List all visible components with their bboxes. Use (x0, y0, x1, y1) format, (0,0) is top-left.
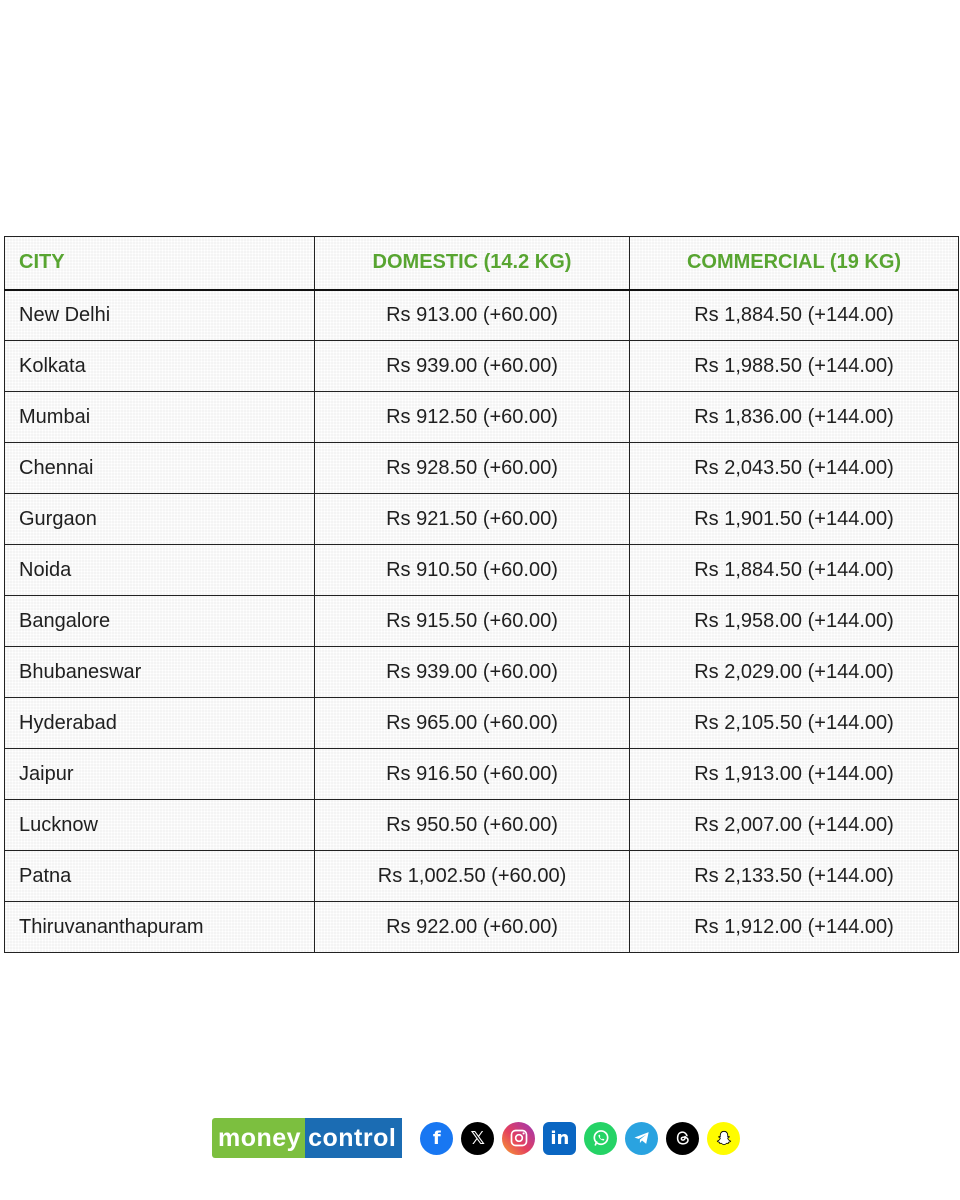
domestic-price-cell: Rs 922.00 (+60.00) (315, 902, 630, 953)
commercial-price-cell: Rs 2,105.50 (+144.00) (630, 698, 959, 749)
city-cell: New Delhi (5, 290, 315, 341)
city-cell: Hyderabad (5, 698, 315, 749)
table-row (5, 749, 959, 800)
city-cell: Bangalore (5, 596, 315, 647)
linkedin-icon[interactable]: in (543, 1122, 576, 1155)
lpg-price-table (4, 236, 959, 953)
domestic-price-cell: Rs 913.00 (+60.00) (315, 290, 630, 341)
commercial-price-cell: Rs 1,988.50 (+144.00) (630, 341, 959, 392)
footer (212, 1118, 740, 1158)
city-cell: Mumbai (5, 392, 315, 443)
commercial-price-cell: Rs 1,884.50 (+144.00) (630, 290, 959, 341)
domestic-price-cell: Rs 910.50 (+60.00) (315, 545, 630, 596)
table-body (5, 290, 959, 953)
column-header-domestic: DOMESTIC (14.2 KG) (315, 237, 630, 290)
domestic-price-cell: Rs 915.50 (+60.00) (315, 596, 630, 647)
table-header-row (5, 237, 959, 290)
whatsapp-icon[interactable] (584, 1122, 617, 1155)
facebook-icon[interactable]: f (420, 1122, 453, 1155)
x-icon[interactable]: 𝕏 (461, 1122, 494, 1155)
snapchat-icon[interactable] (707, 1122, 740, 1155)
table-row (5, 341, 959, 392)
city-cell: Thiruvananthapuram (5, 902, 315, 953)
domestic-price-cell: Rs 950.50 (+60.00) (315, 800, 630, 851)
column-header-city: CITY (5, 237, 315, 290)
domestic-price-cell: Rs 921.50 (+60.00) (315, 494, 630, 545)
commercial-price-cell: Rs 2,133.50 (+144.00) (630, 851, 959, 902)
domestic-price-cell: Rs 939.00 (+60.00) (315, 647, 630, 698)
commercial-price-cell: Rs 1,836.00 (+144.00) (630, 392, 959, 443)
table-row (5, 902, 959, 953)
table-row (5, 392, 959, 443)
domestic-price-cell: Rs 912.50 (+60.00) (315, 392, 630, 443)
threads-icon[interactable] (666, 1122, 699, 1155)
city-cell: Kolkata (5, 341, 315, 392)
commercial-price-cell: Rs 2,043.50 (+144.00) (630, 443, 959, 494)
city-cell: Jaipur (5, 749, 315, 800)
commercial-price-cell: Rs 1,958.00 (+144.00) (630, 596, 959, 647)
table-row (5, 800, 959, 851)
city-cell: Patna (5, 851, 315, 902)
table-row (5, 545, 959, 596)
city-cell: Noida (5, 545, 315, 596)
logo-control-text: control (305, 1118, 402, 1158)
table-row (5, 290, 959, 341)
commercial-price-cell: Rs 1,884.50 (+144.00) (630, 545, 959, 596)
domestic-price-cell: Rs 928.50 (+60.00) (315, 443, 630, 494)
telegram-icon[interactable] (625, 1122, 658, 1155)
logo-money-text: money (212, 1118, 305, 1158)
table-row (5, 443, 959, 494)
city-cell: Lucknow (5, 800, 315, 851)
commercial-price-cell: Rs 1,913.00 (+144.00) (630, 749, 959, 800)
table-row (5, 494, 959, 545)
city-cell: Chennai (5, 443, 315, 494)
table-row (5, 851, 959, 902)
instagram-icon[interactable] (502, 1122, 535, 1155)
table-row (5, 596, 959, 647)
commercial-price-cell: Rs 2,029.00 (+144.00) (630, 647, 959, 698)
table-row (5, 698, 959, 749)
commercial-price-cell: Rs 2,007.00 (+144.00) (630, 800, 959, 851)
domestic-price-cell: Rs 965.00 (+60.00) (315, 698, 630, 749)
moneycontrol-logo (212, 1118, 402, 1158)
domestic-price-cell: Rs 916.50 (+60.00) (315, 749, 630, 800)
commercial-price-cell: Rs 1,912.00 (+144.00) (630, 902, 959, 953)
domestic-price-cell: Rs 939.00 (+60.00) (315, 341, 630, 392)
column-header-commercial: COMMERCIAL (19 KG) (630, 237, 959, 290)
table-row (5, 647, 959, 698)
city-cell: Gurgaon (5, 494, 315, 545)
domestic-price-cell: Rs 1,002.50 (+60.00) (315, 851, 630, 902)
commercial-price-cell: Rs 1,901.50 (+144.00) (630, 494, 959, 545)
city-cell: Bhubaneswar (5, 647, 315, 698)
